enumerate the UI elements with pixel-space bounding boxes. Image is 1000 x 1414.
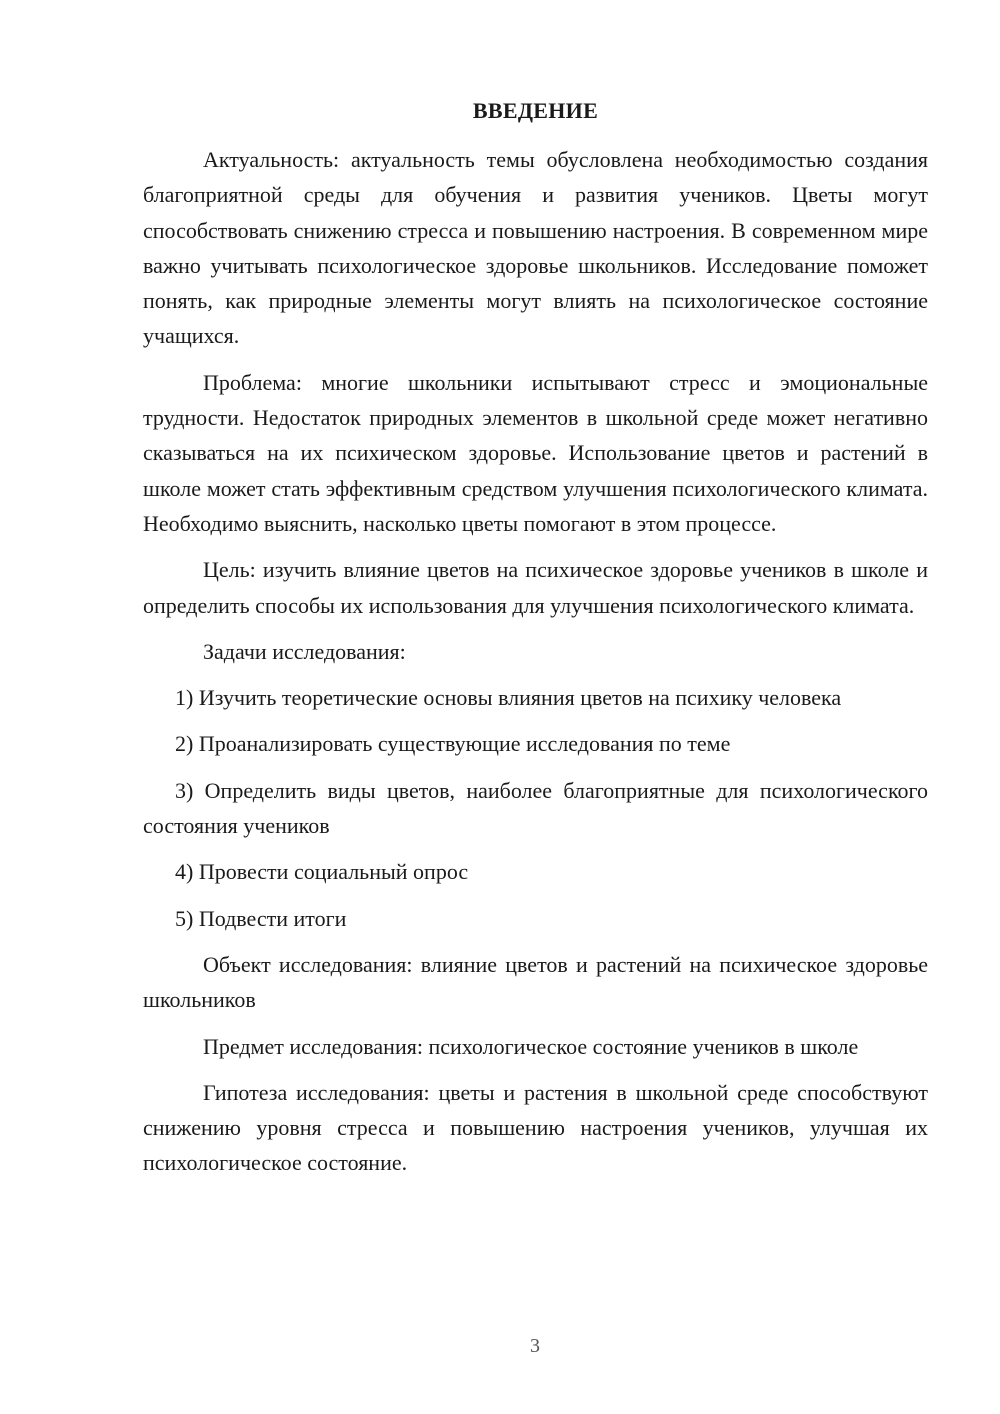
page-title: ВВЕДЕНИЕ bbox=[472, 98, 599, 123]
object-paragraph: Объект исследования: влияние цветов и растений на психическое здоровье школьников bbox=[143, 951, 928, 1013]
page-number: 3 bbox=[530, 1335, 540, 1357]
subject-paragraph: Предмет исследования: психологическое состояние учеников в школе bbox=[203, 1033, 859, 1059]
task-item-4: 4) Провести социальный опрос bbox=[175, 859, 469, 885]
goal-paragraph: Цель: изучить влияние цветов на психическое здоровье учеников в школе и определить способы их использования для улучшения психологического климата. bbox=[143, 557, 928, 618]
task-item-2: 2) Проанализировать существующие исследования по теме bbox=[175, 731, 731, 757]
problem-paragraph: Проблема: многие школьники испытывают стресс и эмоциональные трудности. Недостаток природных элементов в школьной среде может негативно сказываться на их психическом здоровье. Использование цветов и растений в школе может стать эффективным средством улучшения психологического климата. Необходимо выяснить, насколько цветы помогают в этом процессе. bbox=[143, 369, 928, 536]
task-item-3: 3) Определить виды цветов, наиболее благоприятные для психологического состояния учеников bbox=[143, 777, 928, 839]
relevance-paragraph: Актуальность: актуальность темы обусловлена необходимостью создания благоприятной среды для обучения и развития учеников. Цветы могут способствовать снижению стресса и повышению настроения. В современном мире важно учитывать психологическое здоровье школьников. Исследование поможет понять, как природные элементы могут влиять на психологическое состояние учащихся. bbox=[143, 147, 928, 349]
task-item-1: 1) Изучить теоретические основы влияния цветов на психику человека bbox=[175, 685, 842, 711]
tasks-title: Задачи исследования: bbox=[203, 638, 406, 664]
document-body bbox=[143, 96, 928, 1192]
hypothesis-paragraph: Гипотеза исследования: цветы и растения в школьной среде способствуют снижению уровня стресса и повышению настроения учеников, улучшая их психологическое состояние. bbox=[143, 1079, 928, 1176]
task-item-5: 5) Подвести итоги bbox=[175, 905, 347, 931]
